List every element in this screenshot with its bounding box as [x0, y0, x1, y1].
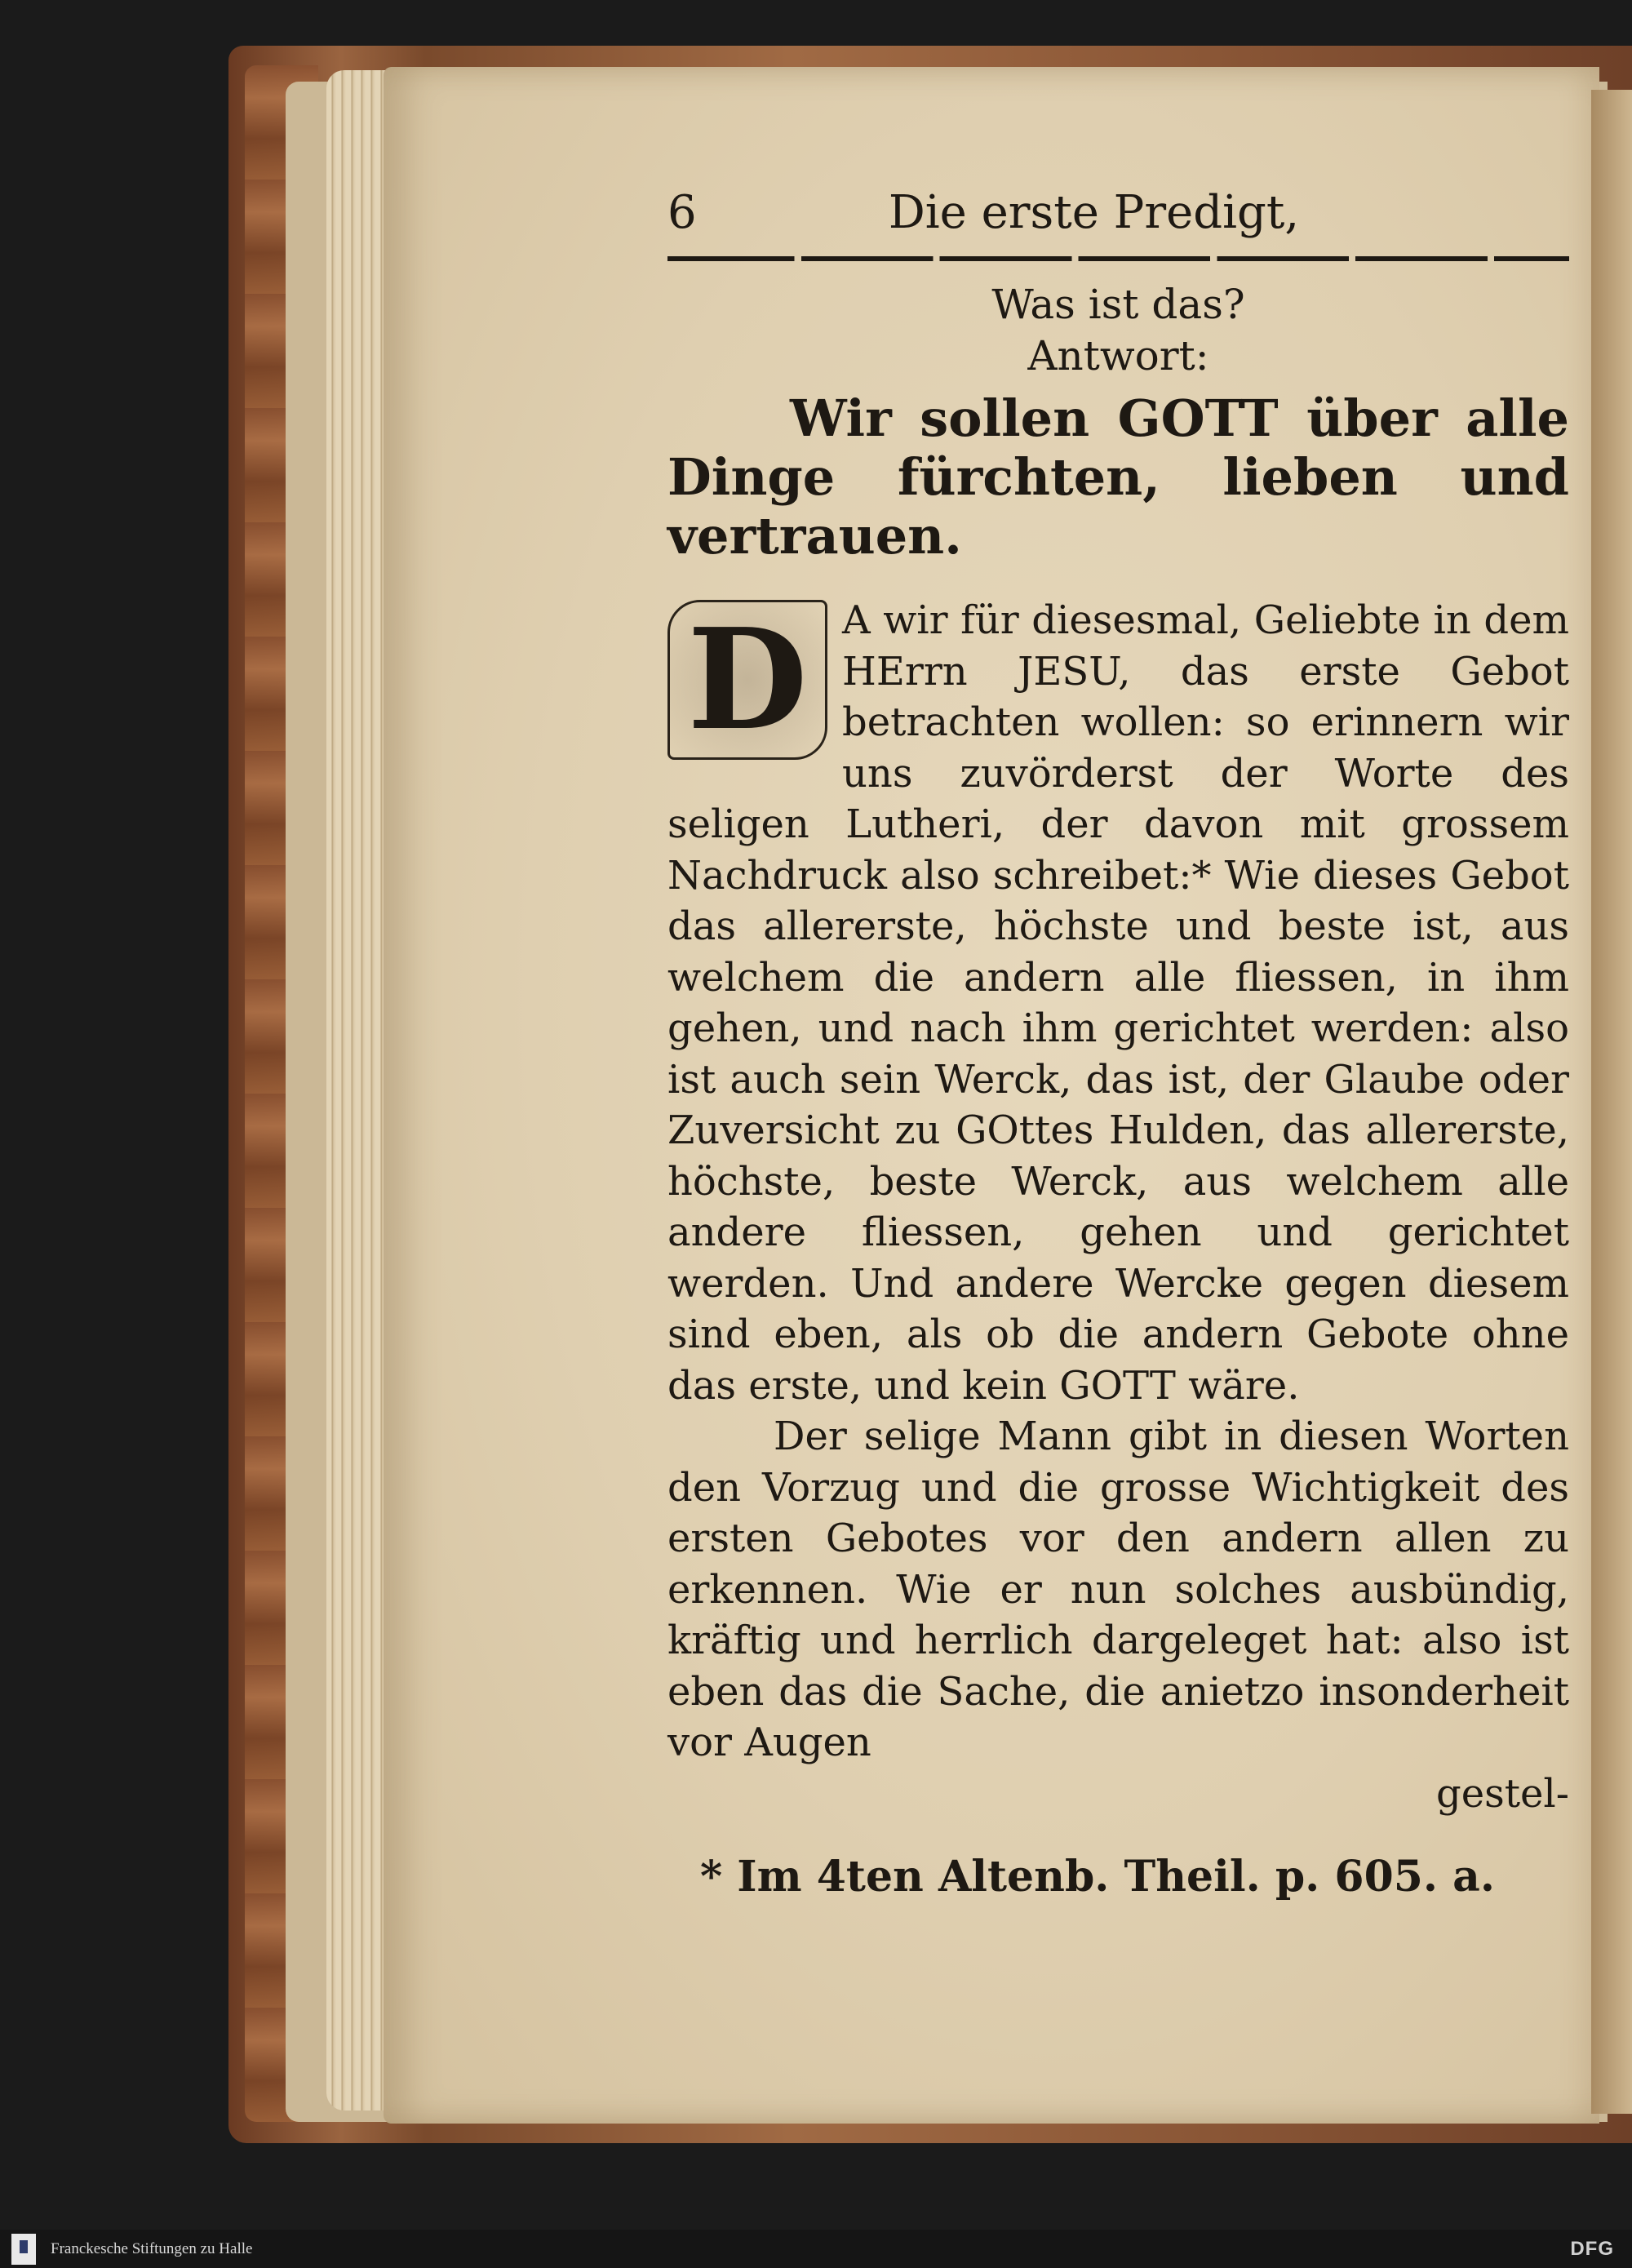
answer-label: Antwort: — [1027, 331, 1209, 379]
paragraph-1 — [667, 595, 1569, 1411]
running-title: Die erste Predigt, — [888, 186, 1300, 239]
page-text — [667, 188, 1569, 1903]
footnote: * Im 4ten Altenb. Theil. p. 605. a. — [700, 1852, 1495, 1902]
decorated-initial: D — [667, 600, 827, 760]
institution-logo-icon — [11, 2234, 36, 2265]
head-rule — [667, 256, 1569, 261]
page-number: 6 — [667, 186, 697, 239]
catchword: gestel- — [1435, 1770, 1569, 1817]
page-gutter — [1591, 90, 1632, 2114]
paragraph-1-text: A wir für diesesmal, Geliebte in dem HErrn JESU, das erste Gebot betrachten wollen: so erinnern wir uns zuvörderst der Worte des seligen Lutheri, der davon mit grossem Nachdruck also schreibet:* Wie dieses Gebot das allererste, höchste und beste ist, aus welchem die andern alle fliessen, in ihm gehen, und nach ihm gerichtet werden: also ist auch sein Werck, das ist, der Glaube oder Zuversicht zu GOttes Hulden, das allererste, höchste, beste Werck, aus welchem alle andere fliessen, gehen und gerichtet werden. Und andere Wercke gegen diesem sind eben, als ob die andern Gebote ohne das erste, und kein GOTT wäre. — [667, 597, 1569, 1409]
paragraph-2: Der selige Mann gibt in diesen Worten den Vorzug und die grosse Wichtigkeit des ersten Gebotes vor den andern allen zu erkennen. Wie er nun solches ausbündig, kräftig und herrlich dargeleget hat: also ist eben das die Sache, die anietzo insonderheit vor Augen — [667, 1414, 1569, 1765]
running-head — [667, 188, 1569, 253]
question-line: Was ist das? — [991, 281, 1245, 328]
institution-name: Franckesche Stiftungen zu Halle — [51, 2239, 253, 2257]
funder-logo: DFG — [1570, 2237, 1614, 2260]
footer-bar — [0, 2230, 1632, 2268]
commandment-text: Wir sollen GOTT über alle Dinge fürchten, lieben und vertrauen. — [667, 388, 1569, 566]
